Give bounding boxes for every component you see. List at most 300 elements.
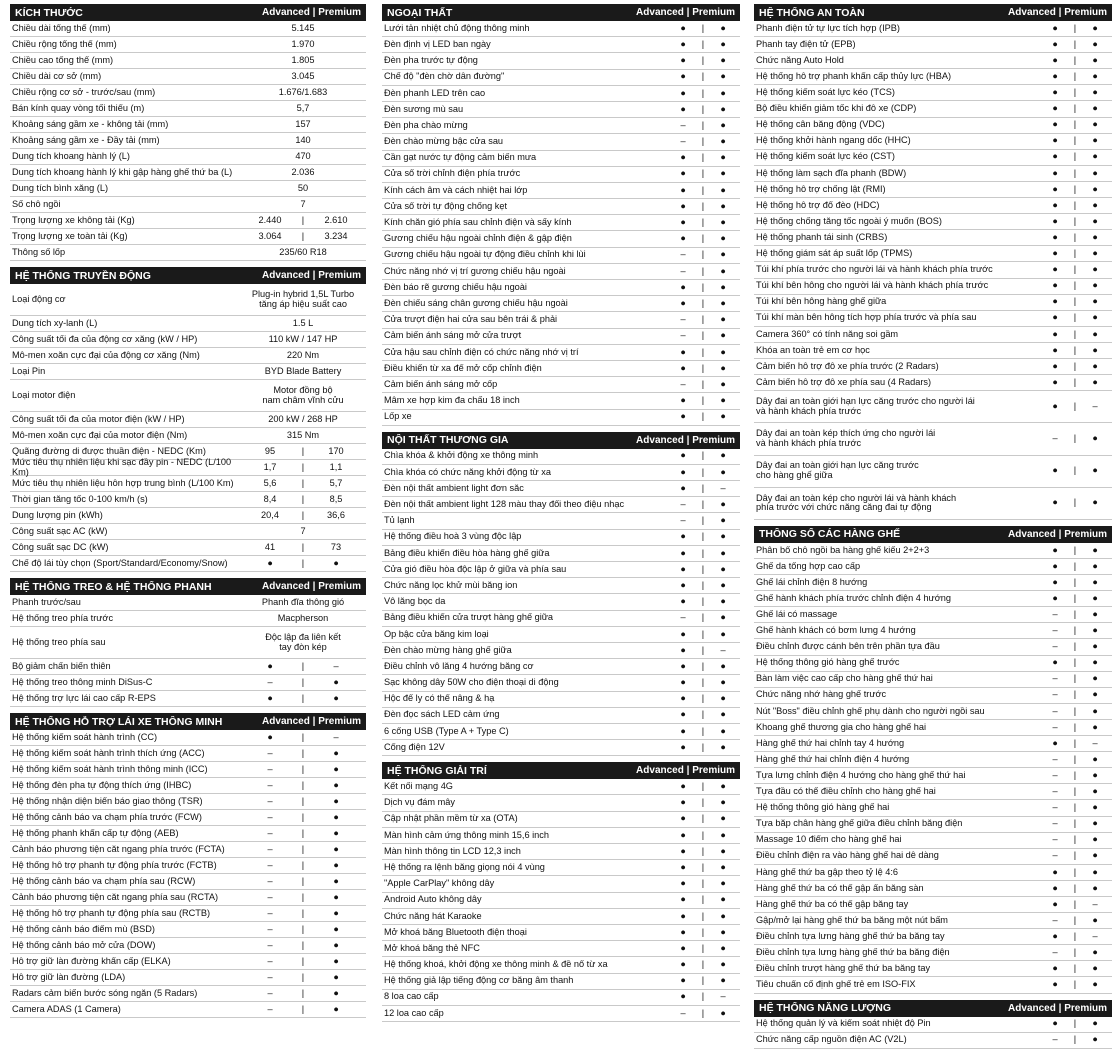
spec-row xyxy=(382,675,740,691)
premium-value: ● xyxy=(720,168,726,179)
spec-label: Hệ thống kiểm soát hành trình thông minh (ICC) xyxy=(12,764,208,774)
spec-row xyxy=(754,977,1112,993)
premium-value: ● xyxy=(720,660,726,671)
spec-label: Chiều rộng tổng thể (mm) xyxy=(12,39,117,49)
premium-value: ● xyxy=(720,362,726,373)
spec-row xyxy=(10,133,366,149)
advanced-value: – xyxy=(680,136,686,147)
premium-value: 2.610 xyxy=(324,214,348,225)
advanced-value: ● xyxy=(267,557,273,568)
value-separator: | xyxy=(1073,1018,1077,1029)
premium-value: 8,5 xyxy=(329,493,343,504)
spec-row xyxy=(754,543,1112,559)
spec-label: Kính cách âm và cách nhiệt hai lớp xyxy=(384,185,528,195)
premium-value: ● xyxy=(1092,946,1098,957)
spec-row xyxy=(10,412,366,428)
premium-value: ● xyxy=(1092,151,1098,162)
value-separator: | xyxy=(701,926,705,937)
premium-value: ● xyxy=(333,557,339,568)
variant-columns-label: Advanced | Premium xyxy=(262,581,361,592)
spec-label: Hệ thống treo phía sau xyxy=(12,637,106,647)
premium-value: ● xyxy=(1092,312,1098,323)
spec-label: Hệ thống khoá, khởi động xe thông minh & đề nổ từ xa xyxy=(384,960,608,970)
spec-label: Bán kính quay vòng tối thiểu (m) xyxy=(12,103,145,113)
advanced-value: ● xyxy=(267,660,273,671)
advanced-value: ● xyxy=(680,628,686,639)
value-separator: | xyxy=(1073,215,1077,226)
value-separator: | xyxy=(301,827,305,838)
spec-label: Chìa khóa có chức năng khởi động từ xa xyxy=(384,467,551,477)
spec-label: Đèn phanh LED trên cao xyxy=(384,88,486,98)
spec-row xyxy=(382,876,740,892)
spec-row xyxy=(382,990,740,1006)
spec-row xyxy=(754,784,1112,800)
advanced-value: 95 xyxy=(264,445,276,456)
spec-label: Màn hình cảm ứng thông minh 15,6 inch xyxy=(384,830,549,840)
spec-row xyxy=(10,810,366,826)
advanced-value: ● xyxy=(680,861,686,872)
spec-label: Hệ thống cảnh báo va chạm phía sau (RCW) xyxy=(12,876,196,886)
premium-value: ● xyxy=(720,709,726,720)
value-separator: | xyxy=(1073,930,1077,941)
premium-value: ● xyxy=(1092,215,1098,226)
spec-label: Hệ thống hỗ trợ đổ đèo (HDC) xyxy=(756,200,880,210)
spec-row xyxy=(754,1033,1112,1049)
premium-value: ● xyxy=(720,200,726,211)
section-title: NGOẠI THẤT xyxy=(387,6,453,19)
spec-row xyxy=(382,546,740,562)
advanced-value: ● xyxy=(680,38,686,49)
spec-label: Dung tích khoang hành lý khi gập hàng ghế thứ ba (L) xyxy=(12,167,233,177)
advanced-value: ● xyxy=(1052,497,1058,508)
value-separator: | xyxy=(1073,786,1077,797)
premium-value: ● xyxy=(720,628,726,639)
value-separator: | xyxy=(1073,280,1077,291)
section-title: HỆ THỐNG TREO & HỆ THỐNG PHANH xyxy=(15,580,212,593)
premium-value: ● xyxy=(333,955,339,966)
spec-label: Cảm biến hỗ trợ đỗ xe phía sau (4 Radars) xyxy=(756,377,932,387)
value-separator: | xyxy=(701,265,705,276)
advanced-value: ● xyxy=(1052,183,1058,194)
value-separator: | xyxy=(1073,689,1077,700)
value-separator: | xyxy=(701,482,705,493)
spec-label: Phanh trước/sau xyxy=(12,597,81,607)
value-separator: | xyxy=(301,445,305,456)
premium-value: ● xyxy=(333,779,339,790)
premium-value: ● xyxy=(720,959,726,970)
spec-label: Dung tích khoang hành lý (L) xyxy=(12,151,130,161)
premium-value: ● xyxy=(720,233,726,244)
advanced-value: ● xyxy=(680,22,686,33)
premium-value: ● xyxy=(720,249,726,260)
spec-label: Chức năng nhớ hàng ghế trước xyxy=(756,690,887,700)
premium-value: ● xyxy=(1092,103,1098,114)
advanced-value: ● xyxy=(1052,119,1058,130)
advanced-value: ● xyxy=(1052,657,1058,668)
spec-label: Hệ thống cảnh báo mở cửa (DOW) xyxy=(12,940,156,950)
advanced-value: ● xyxy=(1052,231,1058,242)
advanced-value: – xyxy=(267,875,273,886)
section-header-ngoai-that xyxy=(382,4,740,21)
spec-label: Hàng ghế thứ hai chỉnh điện 4 hướng xyxy=(756,754,910,764)
value-separator: | xyxy=(701,894,705,905)
spec-label: Hệ thống giám sát áp suất lốp (TPMS) xyxy=(756,249,913,259)
spec-row xyxy=(754,295,1112,311)
advanced-value: ● xyxy=(1052,87,1058,98)
value-separator: | xyxy=(1073,360,1077,371)
advanced-value: ● xyxy=(1052,54,1058,65)
spec-row xyxy=(382,659,740,675)
premium-value: – xyxy=(333,731,339,742)
premium-value: ● xyxy=(1092,167,1098,178)
spec-label: Khoang ghế thương gia cho hàng ghế hai xyxy=(756,722,927,732)
value-separator: | xyxy=(701,644,705,655)
value-separator: | xyxy=(701,395,705,406)
advanced-value: ● xyxy=(1052,400,1058,411)
advanced-value: – xyxy=(1052,786,1058,797)
value-separator: | xyxy=(301,923,305,934)
spec-label: Android Auto không dây xyxy=(384,895,482,905)
spec-label: Nút "Boss" điều chỉnh ghế phụ dành cho người ngồi sau xyxy=(756,706,985,716)
premium-value: ● xyxy=(720,741,726,752)
variant-columns-label: Advanced | Premium xyxy=(636,434,735,446)
spec-row xyxy=(754,913,1112,929)
advanced-value: ● xyxy=(680,563,686,574)
spec-row xyxy=(10,245,366,261)
advanced-value: ● xyxy=(1052,22,1058,33)
spec-row xyxy=(10,229,366,245)
spec-label: Kết nối mạng 4G xyxy=(384,782,453,792)
spec-row xyxy=(382,134,740,150)
spec-label: Hàng ghế thứ ba có thể gập ẩn bằng sàn xyxy=(756,883,924,893)
spec-label: Đèn nội thất ambient light 128 màu thay đổi theo điệu nhạc xyxy=(384,500,625,510)
spec-label: Dây đai an toàn kép thích ứng cho người lái và hành khách phía trước xyxy=(756,429,936,448)
advanced-value: ● xyxy=(680,829,686,840)
value-separator: | xyxy=(301,811,305,822)
spec-value: 3.045 xyxy=(291,70,315,81)
premium-value: – xyxy=(720,991,726,1002)
spec-label: Cổng điện 12V xyxy=(384,742,445,752)
premium-value: ● xyxy=(333,987,339,998)
spec-row xyxy=(382,449,740,465)
value-separator: | xyxy=(701,861,705,872)
advanced-value: ● xyxy=(1052,38,1058,49)
advanced-value: ● xyxy=(680,297,686,308)
column-safety-seats xyxy=(754,4,1112,1049)
premium-value: ● xyxy=(333,811,339,822)
section-title: HỆ THỐNG GIẢI TRÍ xyxy=(387,764,487,777)
value-separator: | xyxy=(301,731,305,742)
spec-row xyxy=(10,627,366,659)
premium-value: ● xyxy=(1092,753,1098,764)
advanced-value: ● xyxy=(680,103,686,114)
value-separator: | xyxy=(301,660,305,671)
premium-value: ● xyxy=(333,971,339,982)
spec-row xyxy=(10,691,366,707)
spec-value: Phanh đĩa thông gió xyxy=(261,596,345,607)
premium-value: ● xyxy=(720,152,726,163)
premium-value: ● xyxy=(1092,641,1098,652)
value-separator: | xyxy=(701,362,705,373)
spec-row xyxy=(754,881,1112,897)
spec-row xyxy=(382,118,740,134)
advanced-value: ● xyxy=(680,547,686,558)
spec-label: Dịch vụ đám mây xyxy=(384,798,455,808)
spec-row xyxy=(754,37,1112,53)
spec-label: Cửa hậu sau chỉnh điện có chức năng nhớ vị trí xyxy=(384,347,579,357)
premium-value: ● xyxy=(1092,673,1098,684)
premium-value: ● xyxy=(1092,22,1098,33)
spec-label: Hệ thống cân bằng động (VDC) xyxy=(756,120,885,130)
spec-value: 50 xyxy=(297,182,309,193)
value-separator: | xyxy=(701,781,705,792)
advanced-value: ● xyxy=(1052,135,1058,146)
value-separator: | xyxy=(1073,54,1077,65)
spec-label: Túi khí bên hông cho người lái và hành khách phía trước xyxy=(756,281,989,291)
spec-label: Màn hình thông tin LCD 12,3 inch xyxy=(384,846,521,856)
advanced-value: ● xyxy=(680,991,686,1002)
spec-label: Hệ thống giả lập tiếng động cơ bằng âm thanh xyxy=(384,976,574,986)
premium-value: ● xyxy=(720,829,726,840)
value-separator: | xyxy=(301,971,305,982)
advanced-value: – xyxy=(1052,914,1058,925)
spec-label: Điều chỉnh vô lăng 4 hướng bằng cơ xyxy=(384,661,534,671)
spec-label: Chiều rộng cơ sở - trước/sau (mm) xyxy=(12,87,156,97)
premium-value: ● xyxy=(1092,979,1098,990)
variant-columns-label: Advanced | Premium xyxy=(636,7,735,18)
spec-row xyxy=(382,941,740,957)
value-separator: | xyxy=(301,541,305,552)
spec-row xyxy=(10,101,366,117)
premium-value: ● xyxy=(333,843,339,854)
spec-row xyxy=(382,481,740,497)
spec-row xyxy=(754,833,1112,849)
value-separator: | xyxy=(701,660,705,671)
spec-value: 5,7 xyxy=(296,102,310,113)
spec-row xyxy=(382,312,740,328)
spec-value: 315 Nm xyxy=(286,429,320,440)
advanced-value: – xyxy=(680,499,686,510)
spec-label: Bộ giảm chấn biến thiên xyxy=(12,661,111,671)
premium-value: ● xyxy=(720,265,726,276)
spec-value: BYD Blade Battery xyxy=(264,365,342,376)
spec-label: Dung tích bình xăng (L) xyxy=(12,183,109,193)
spec-row xyxy=(382,513,740,529)
spec-row xyxy=(754,704,1112,720)
value-separator: | xyxy=(1073,560,1077,571)
premium-value: ● xyxy=(333,875,339,886)
spec-row xyxy=(382,167,740,183)
premium-value: ● xyxy=(1092,248,1098,259)
value-separator: | xyxy=(1073,38,1077,49)
spec-row xyxy=(10,938,366,954)
spec-row xyxy=(10,508,366,524)
spec-row xyxy=(754,198,1112,214)
spec-label: Camera ADAS (1 Camera) xyxy=(12,1004,121,1014)
advanced-value: ● xyxy=(680,233,686,244)
spec-row xyxy=(10,476,366,492)
value-separator: | xyxy=(1073,151,1077,162)
value-separator: | xyxy=(301,1003,305,1014)
variant-columns-label: Advanced | Premium xyxy=(262,7,361,18)
premium-value: ● xyxy=(720,677,726,688)
spec-label: Quãng đường di được thuần điện - NEDC (Km) xyxy=(12,446,206,456)
spec-row xyxy=(382,530,740,546)
premium-value: ● xyxy=(1092,786,1098,797)
premium-value: ● xyxy=(720,411,726,422)
advanced-value: ● xyxy=(267,731,273,742)
value-separator: | xyxy=(1073,328,1077,339)
spec-row xyxy=(382,151,740,167)
value-separator: | xyxy=(701,878,705,889)
spec-row xyxy=(382,231,740,247)
spec-label: Công suất tối đa của động cơ xăng (kW / HP) xyxy=(12,334,198,344)
advanced-value: ● xyxy=(1052,151,1058,162)
advanced-value: ● xyxy=(680,482,686,493)
spec-row xyxy=(754,150,1112,166)
premium-value: ● xyxy=(1092,328,1098,339)
value-separator: | xyxy=(1073,753,1077,764)
spec-row xyxy=(10,492,366,508)
value-separator: | xyxy=(1073,882,1077,893)
advanced-value: – xyxy=(267,907,273,918)
section-title: HỆ THỐNG NĂNG LƯỢNG xyxy=(759,1002,891,1015)
spec-row xyxy=(382,828,740,844)
value-separator: | xyxy=(1073,576,1077,587)
premium-value: ● xyxy=(720,119,726,130)
value-separator: | xyxy=(1073,1034,1077,1045)
premium-value: ● xyxy=(1092,296,1098,307)
spec-label: Hệ thống cảnh báo va chạm phía trước (FCW) xyxy=(12,812,202,822)
value-separator: | xyxy=(301,763,305,774)
spec-row xyxy=(10,730,366,746)
premium-value: ● xyxy=(720,612,726,623)
advanced-value: ● xyxy=(1052,199,1058,210)
spec-row xyxy=(754,375,1112,391)
value-separator: | xyxy=(301,907,305,918)
value-separator: | xyxy=(701,797,705,808)
advanced-value: 20,4 xyxy=(261,509,279,520)
spec-label: Hệ thống hỗ trợ phanh tự động phía trước (FCTB) xyxy=(12,860,217,870)
premium-value: 5,7 xyxy=(329,477,343,488)
spec-row xyxy=(754,961,1112,977)
advanced-value: – xyxy=(1052,433,1058,444)
advanced-value: ● xyxy=(1052,592,1058,603)
premium-value: 170 xyxy=(328,445,344,456)
premium-value: ● xyxy=(1092,544,1098,555)
spec-row xyxy=(382,692,740,708)
advanced-value: ● xyxy=(680,677,686,688)
spec-label: Điều khiển từ xa để mở cốp chỉnh điện xyxy=(384,363,542,373)
advanced-value: ● xyxy=(680,395,686,406)
spec-row xyxy=(754,607,1112,623)
spec-row xyxy=(754,21,1112,37)
value-separator: | xyxy=(1073,231,1077,242)
premium-value: ● xyxy=(333,827,339,838)
spec-label: Túi khí màn bên hông tích hợp phía trước và phía sau xyxy=(756,313,977,323)
spec-row xyxy=(10,762,366,778)
value-separator: | xyxy=(1073,199,1077,210)
spec-label: Mở khoá bằng Bluetooth điện thoại xyxy=(384,927,527,937)
spec-row xyxy=(10,746,366,762)
spec-value: 2.036 xyxy=(291,166,315,177)
premium-value: – xyxy=(1092,400,1098,411)
spec-row xyxy=(754,752,1112,768)
premium-value: ● xyxy=(1092,465,1098,476)
spec-label: Điều chỉnh tựa lưng hàng ghế thứ ba bằng điện xyxy=(756,947,950,957)
advanced-value: ● xyxy=(680,362,686,373)
spec-row xyxy=(382,70,740,86)
advanced-value: ● xyxy=(1052,71,1058,81)
value-separator: | xyxy=(1073,641,1077,652)
spec-row xyxy=(754,945,1112,961)
spec-row xyxy=(754,230,1112,246)
value-separator: | xyxy=(1073,312,1077,323)
value-separator: | xyxy=(301,955,305,966)
spec-label: Hệ thống thông gió hàng ghế trước xyxy=(756,658,900,668)
spec-row xyxy=(754,391,1112,423)
spec-row xyxy=(754,343,1112,359)
spec-row xyxy=(754,182,1112,198)
value-separator: | xyxy=(701,845,705,856)
premium-value: ● xyxy=(1092,135,1098,146)
spec-value: 235/60 R18 xyxy=(279,246,327,257)
advanced-value: – xyxy=(1052,769,1058,780)
spec-label: Bảng điều khiển cửa trượt hàng ghế giữa xyxy=(384,613,554,623)
advanced-value: – xyxy=(680,314,686,325)
spec-row xyxy=(754,736,1112,752)
spec-row xyxy=(10,524,366,540)
premium-value: ● xyxy=(1092,497,1098,508)
spec-label: Hệ thống treo phía trước xyxy=(12,613,114,623)
premium-value: – xyxy=(333,660,339,671)
spec-label: Hệ thống cảnh báo điểm mù (BSD) xyxy=(12,924,155,934)
section-header-he-thong-truyen-dong xyxy=(10,267,366,284)
premium-value: ● xyxy=(333,1003,339,1014)
value-separator: | xyxy=(1073,834,1077,845)
advanced-value: 8,4 xyxy=(263,493,277,504)
spec-label: Hệ thống hỗ trợ chống lật (RMI) xyxy=(756,184,886,194)
spec-label: Hệ thống treo thông minh DiSus-C xyxy=(12,677,153,687)
advanced-value: ● xyxy=(680,878,686,889)
spec-label: Chức năng cấp nguồn điện AC (V2L) xyxy=(756,1035,907,1045)
spec-row xyxy=(382,594,740,610)
premium-value: ● xyxy=(720,87,726,98)
premium-value: ● xyxy=(720,297,726,308)
premium-value: ● xyxy=(333,795,339,806)
value-separator: | xyxy=(301,509,305,520)
value-separator: | xyxy=(301,939,305,950)
value-separator: | xyxy=(1073,963,1077,974)
spec-value: Motor đồng bộ nam châm vĩnh cửu xyxy=(262,384,344,405)
value-separator: | xyxy=(1073,135,1077,146)
value-separator: | xyxy=(701,217,705,228)
advanced-value: – xyxy=(680,330,686,341)
spec-row xyxy=(754,359,1112,375)
value-separator: | xyxy=(701,515,705,526)
spec-label: Hệ thống phanh tái sinh (CRBS) xyxy=(756,232,888,242)
advanced-value: ● xyxy=(680,168,686,179)
spec-row xyxy=(382,215,740,231)
value-separator: | xyxy=(1073,705,1077,716)
spec-row xyxy=(754,575,1112,591)
spec-value: 157 xyxy=(295,118,311,129)
spec-label: Chức năng lọc khử mùi bằng ion xyxy=(384,580,518,590)
section-title: KÍCH THƯỚC xyxy=(15,6,83,19)
advanced-value: ● xyxy=(1052,248,1058,259)
premium-value: ● xyxy=(1092,199,1098,210)
value-separator: | xyxy=(701,709,705,720)
